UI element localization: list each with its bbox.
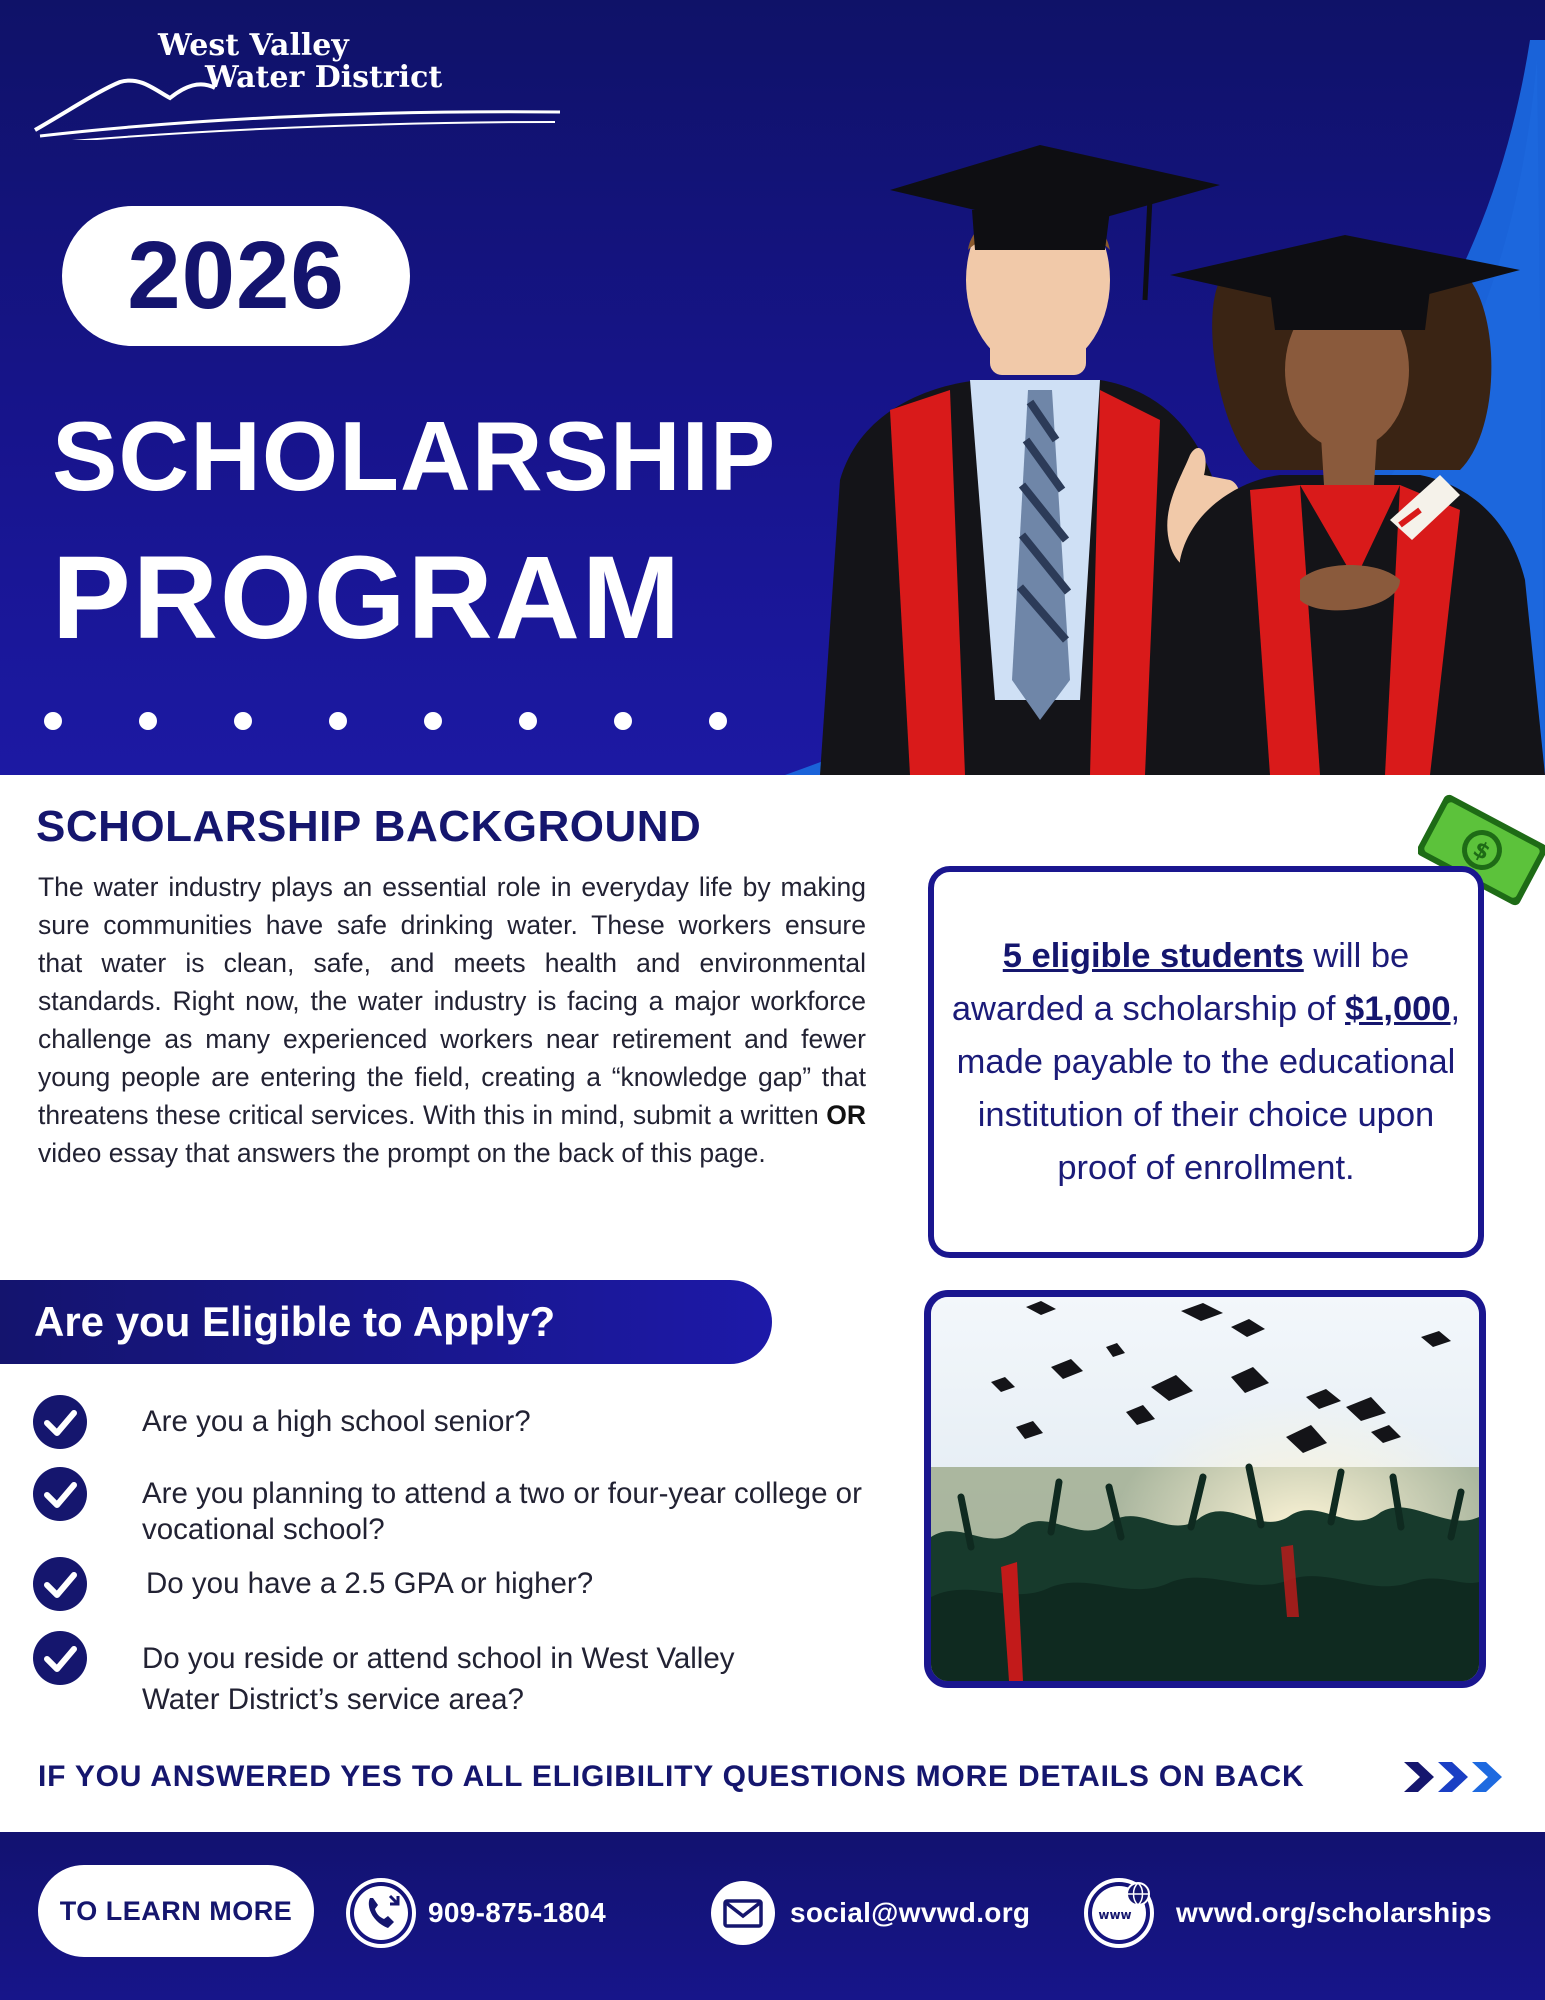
- award-text: [948, 930, 1464, 1195]
- contact-email[interactable]: [706, 1876, 1030, 1950]
- phone-number: 909-875-1804: [428, 1897, 606, 1928]
- section-heading-background: SCHOLARSHIP BACKGROUND: [36, 802, 702, 851]
- award-amount: $1,000: [1345, 989, 1451, 1028]
- award-student-count: 5 eligible students: [1002, 936, 1304, 975]
- background-text-part1: The water industry plays an essential role in everyday life by making sure communities have safe drinking water. These workers ensure that water is clean, safe, and meets health and environmental standards. Right now, the water industry is facing a major workforce challenge as many experienced workers near retirement and fewer young people are entering the field, creating a “knowledge gap” that threatens these critical services. With this in mind, submit a written: [38, 872, 866, 1130]
- background-or-word: OR: [826, 1100, 866, 1130]
- year-badge: [62, 206, 410, 346]
- contact-phone[interactable]: [344, 1876, 606, 1950]
- eligibility-item: [32, 1630, 782, 1720]
- hero-title-line1: SCHOLARSHIP: [52, 401, 777, 511]
- checkmark-circle-icon: [32, 1394, 88, 1450]
- logo-text-west-valley: West Valley: [158, 28, 349, 63]
- website-url: wvwd.org/scholarships: [1176, 1897, 1492, 1928]
- dot: [614, 712, 632, 730]
- contact-website[interactable]: [1082, 1876, 1492, 1950]
- dot: [234, 712, 252, 730]
- eligibility-item: [32, 1394, 531, 1450]
- logo-text-water-district: Water District: [205, 60, 443, 95]
- award-text-part2: , made payable to the educational institution of their choice upon proof of enrollment.: [956, 989, 1461, 1187]
- triple-chevron-right-icon: [1404, 1760, 1514, 1794]
- dot: [329, 712, 347, 730]
- eligibility-item: [32, 1466, 862, 1548]
- district-logo: [30, 20, 570, 130]
- award-info-box: [928, 866, 1484, 1258]
- phone-icon: [344, 1876, 418, 1950]
- background-paragraph: [38, 868, 866, 1172]
- dot: [139, 712, 157, 730]
- graduates-photo: [800, 140, 1545, 775]
- learn-more-label: TO LEARN MORE: [59, 1895, 293, 1926]
- eligibility-cta-text: IF YOU ANSWERED YES TO ALL ELIGIBILITY QUESTIONS MORE DETAILS ON BACK: [38, 1760, 1305, 1793]
- award-text-part1: will be awarded a scholarship of: [951, 936, 1410, 1028]
- eligibility-question: Are you a high school senior?: [142, 1405, 531, 1438]
- eligibility-question: Do you have a 2.5 GPA or higher?: [146, 1567, 594, 1600]
- eligibility-question: Are you planning to attend a two or four-year college or vocational school?: [142, 1477, 862, 1546]
- dot: [709, 712, 727, 730]
- eligibility-question: Do you reside or attend school in West Valley Water District’s service area?: [142, 1642, 735, 1716]
- svg-text:www: www: [1098, 1908, 1132, 1922]
- checkmark-circle-icon: [32, 1556, 88, 1612]
- svg-text:$: $: [1468, 836, 1494, 866]
- envelope-icon: [706, 1876, 780, 1950]
- eligibility-item: [32, 1556, 593, 1612]
- email-address: social@wvwd.org: [790, 1897, 1031, 1928]
- hero-banner: [0, 0, 1545, 775]
- learn-more-badge: [38, 1865, 314, 1957]
- eligibility-banner: [0, 1280, 772, 1364]
- year-text: 2026: [127, 222, 345, 329]
- globe-www-icon: [1082, 1876, 1156, 1950]
- eligibility-heading: Are you Eligible to Apply?: [34, 1298, 556, 1345]
- caps-toss-photo: [931, 1297, 1479, 1681]
- hero-title-line2: PROGRAM: [52, 532, 683, 664]
- decorative-dots: [44, 712, 727, 730]
- contact-footer: [0, 1832, 1545, 2000]
- dot: [44, 712, 62, 730]
- checkmark-circle-icon: [32, 1466, 88, 1522]
- checkmark-circle-icon: [32, 1630, 88, 1686]
- dot: [424, 712, 442, 730]
- background-text-part2: video essay that answers the prompt on the back of this page.: [38, 1138, 766, 1168]
- dot: [519, 712, 537, 730]
- graduation-photo-frame: [924, 1290, 1486, 1688]
